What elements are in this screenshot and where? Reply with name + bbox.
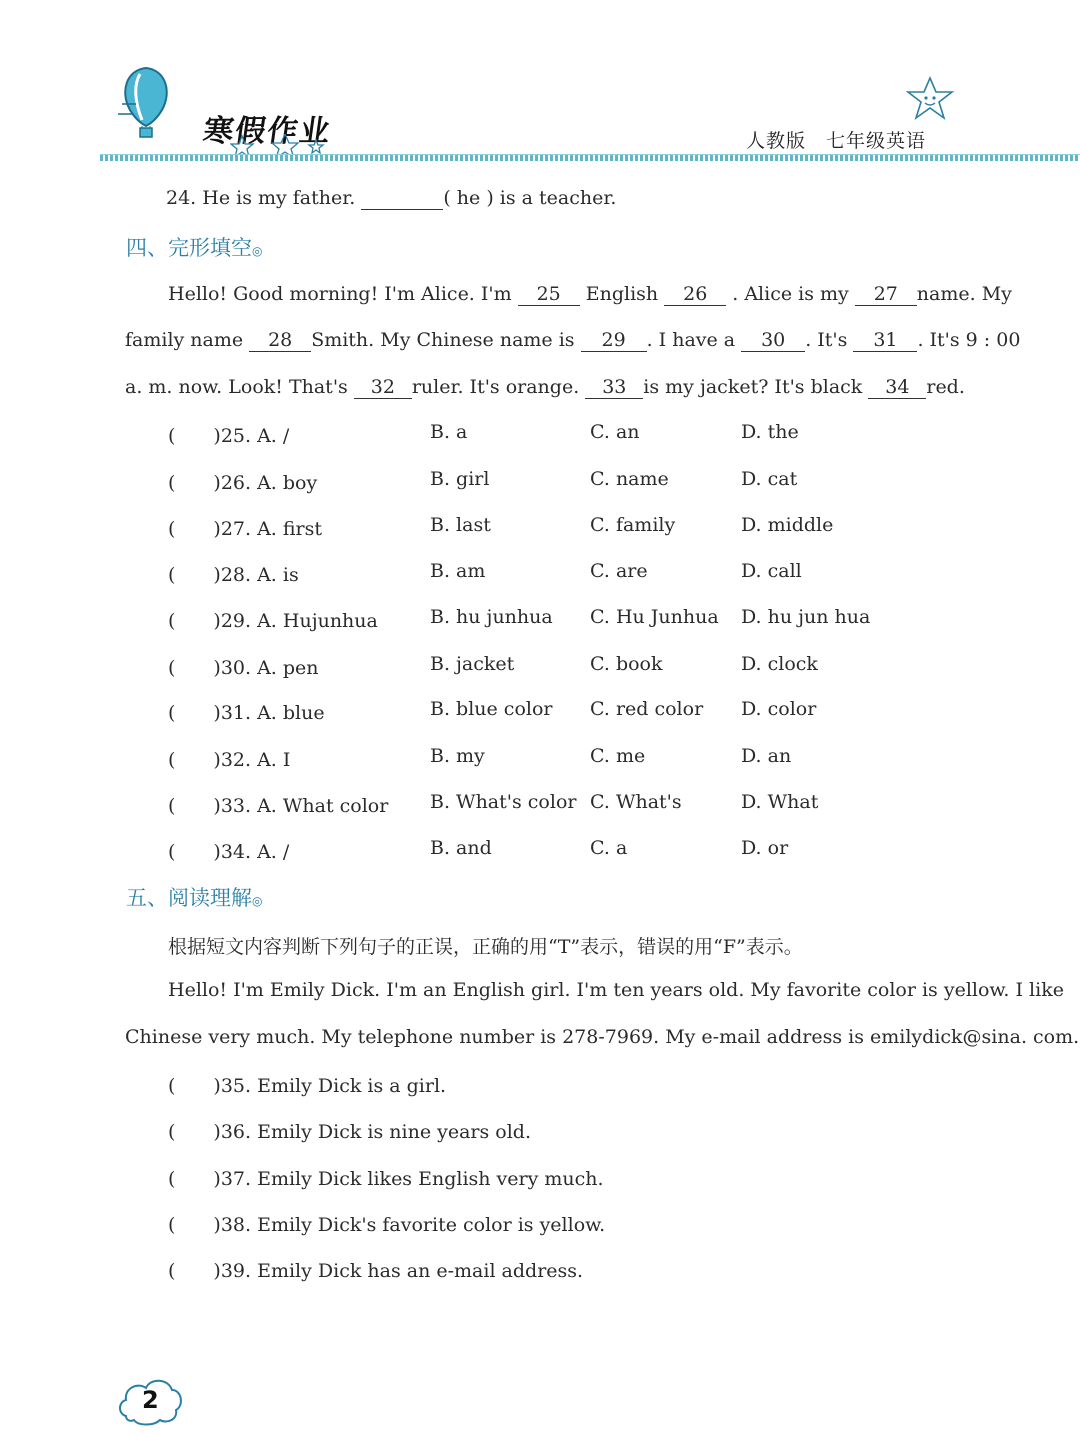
choice-row-34-label: ( )34. A. / [168, 841, 290, 863]
page-number [118, 1374, 184, 1428]
section-5-title: 五、阅读理解◎ [126, 886, 263, 910]
true-false-item-35: ( )35. Emily Dick is a girl. [168, 1075, 447, 1097]
question-24: 24. He is my father. ( he ) is a teacher. [166, 187, 617, 209]
choice-row-27-label: ( )27. A. first [168, 518, 323, 540]
choice-d[interactable]: D. clock [741, 653, 818, 675]
true-false-item-38: ( )38. Emily Dick's favorite color is yellow. [168, 1214, 606, 1236]
cloze-blank-28[interactable]: 28 [249, 330, 311, 352]
choice-b[interactable]: B. jacket [430, 653, 515, 675]
cloze-line-1: Hello! Good morning! I'm Alice. I'm 25 English 26 . Alice is my 27 name. My [168, 283, 1012, 305]
book-title: 寒假作业 [201, 114, 334, 149]
choice-b[interactable]: B. my [430, 745, 485, 767]
choice-row-32-label: ( )32. A. I [168, 749, 291, 771]
smiling-star-icon [900, 74, 960, 124]
choice-d[interactable]: D. an [741, 745, 792, 767]
choice-c[interactable]: C. a [590, 837, 628, 859]
choice-b[interactable]: B. a [430, 421, 468, 443]
cloze-blank-31[interactable]: 31 [853, 330, 917, 352]
choice-c[interactable]: C. book [590, 653, 663, 675]
choice-d[interactable]: D. or [741, 837, 789, 859]
choice-c[interactable]: C. are [590, 560, 648, 582]
true-false-item-36: ( )36. Emily Dick is nine years old. [168, 1121, 531, 1143]
choice-d[interactable]: D. middle [741, 514, 834, 536]
choice-row-25-label: ( )25. A. / [168, 425, 290, 447]
choice-c[interactable]: C. red color [590, 698, 704, 720]
choice-c[interactable]: C. me [590, 745, 646, 767]
section-4-title: 四、完形填空◎ [126, 236, 263, 260]
choice-row-33-label: ( )33. A. What color [168, 795, 389, 817]
cloze-blank-34[interactable]: 34 [868, 377, 926, 399]
choice-row-28-label: ( )28. A. is [168, 564, 299, 586]
choice-d[interactable]: D. What [741, 791, 819, 813]
choice-row-30-label: ( )30. A. pen [168, 657, 319, 679]
true-false-item-39: ( )39. Emily Dick has an e-mail address. [168, 1260, 584, 1282]
choice-d[interactable]: D. cat [741, 468, 798, 490]
cloze-blank-30[interactable]: 30 [741, 330, 805, 352]
choice-d[interactable]: D. the [741, 421, 799, 443]
answer-blank-24[interactable] [361, 188, 443, 210]
choice-row-31-label: ( )31. A. blue [168, 702, 325, 724]
reading-instruction: 根据短文内容判断下列句子的正误，正确的用“T”表示，错误的用“F”表示。 [168, 936, 803, 958]
page-number-label: 2 [142, 1386, 159, 1414]
choice-d[interactable]: D. hu jun hua [741, 606, 871, 628]
choice-c[interactable]: C. Hu Junhua [590, 606, 719, 628]
header-divider [100, 154, 1080, 161]
choice-b[interactable]: B. What's color [430, 791, 577, 813]
cloze-line-3: a. m. now. Look! That's 32 ruler. It's orange. 33 is my jacket? It's black 34 red. [125, 376, 965, 398]
cloze-line-2: family name 28 Smith. My Chinese name is 29 . I have a 30 . It's 31 . It's 9 : 00 [125, 329, 1021, 351]
cloze-blank-26[interactable]: 26 [664, 284, 726, 306]
choice-row-29-label: ( )29. A. Hujunhua [168, 610, 378, 632]
choice-b[interactable]: B. blue color [430, 698, 553, 720]
edition-subtitle: 人教版 七年级英语 [746, 130, 927, 152]
true-false-item-37: ( )37. Emily Dick likes English very much. [168, 1168, 604, 1190]
choice-c[interactable]: C. family [590, 514, 676, 536]
choice-b[interactable]: B. hu junhua [430, 606, 553, 628]
choice-b[interactable]: B. last [430, 514, 491, 536]
choice-d[interactable]: D. call [741, 560, 802, 582]
reading-passage-line-1: Hello! I'm Emily Dick. I'm an English girl. I'm ten years old. My favorite color is yellow. I like [168, 979, 1064, 1001]
cloze-blank-25[interactable]: 25 [518, 284, 580, 306]
choice-d[interactable]: D. color [741, 698, 817, 720]
choice-b[interactable]: B. girl [430, 468, 490, 490]
balloon-icon [112, 64, 184, 142]
choice-row-26-label: ( )26. A. boy [168, 472, 318, 494]
cloze-blank-33[interactable]: 33 [585, 377, 643, 399]
choice-b[interactable]: B. and [430, 837, 492, 859]
reading-passage-line-2: Chinese very much. My telephone number is 278-7969. My e-mail address is emilydick@sina. com. [125, 1026, 1080, 1048]
choice-c[interactable]: C. an [590, 421, 640, 443]
choice-c[interactable]: C. What's [590, 791, 682, 813]
cloze-blank-29[interactable]: 29 [581, 330, 647, 352]
choice-c[interactable]: C. name [590, 468, 669, 490]
cloze-blank-27[interactable]: 27 [855, 284, 917, 306]
cloze-blank-32[interactable]: 32 [354, 377, 412, 399]
choice-b[interactable]: B. am [430, 560, 486, 582]
